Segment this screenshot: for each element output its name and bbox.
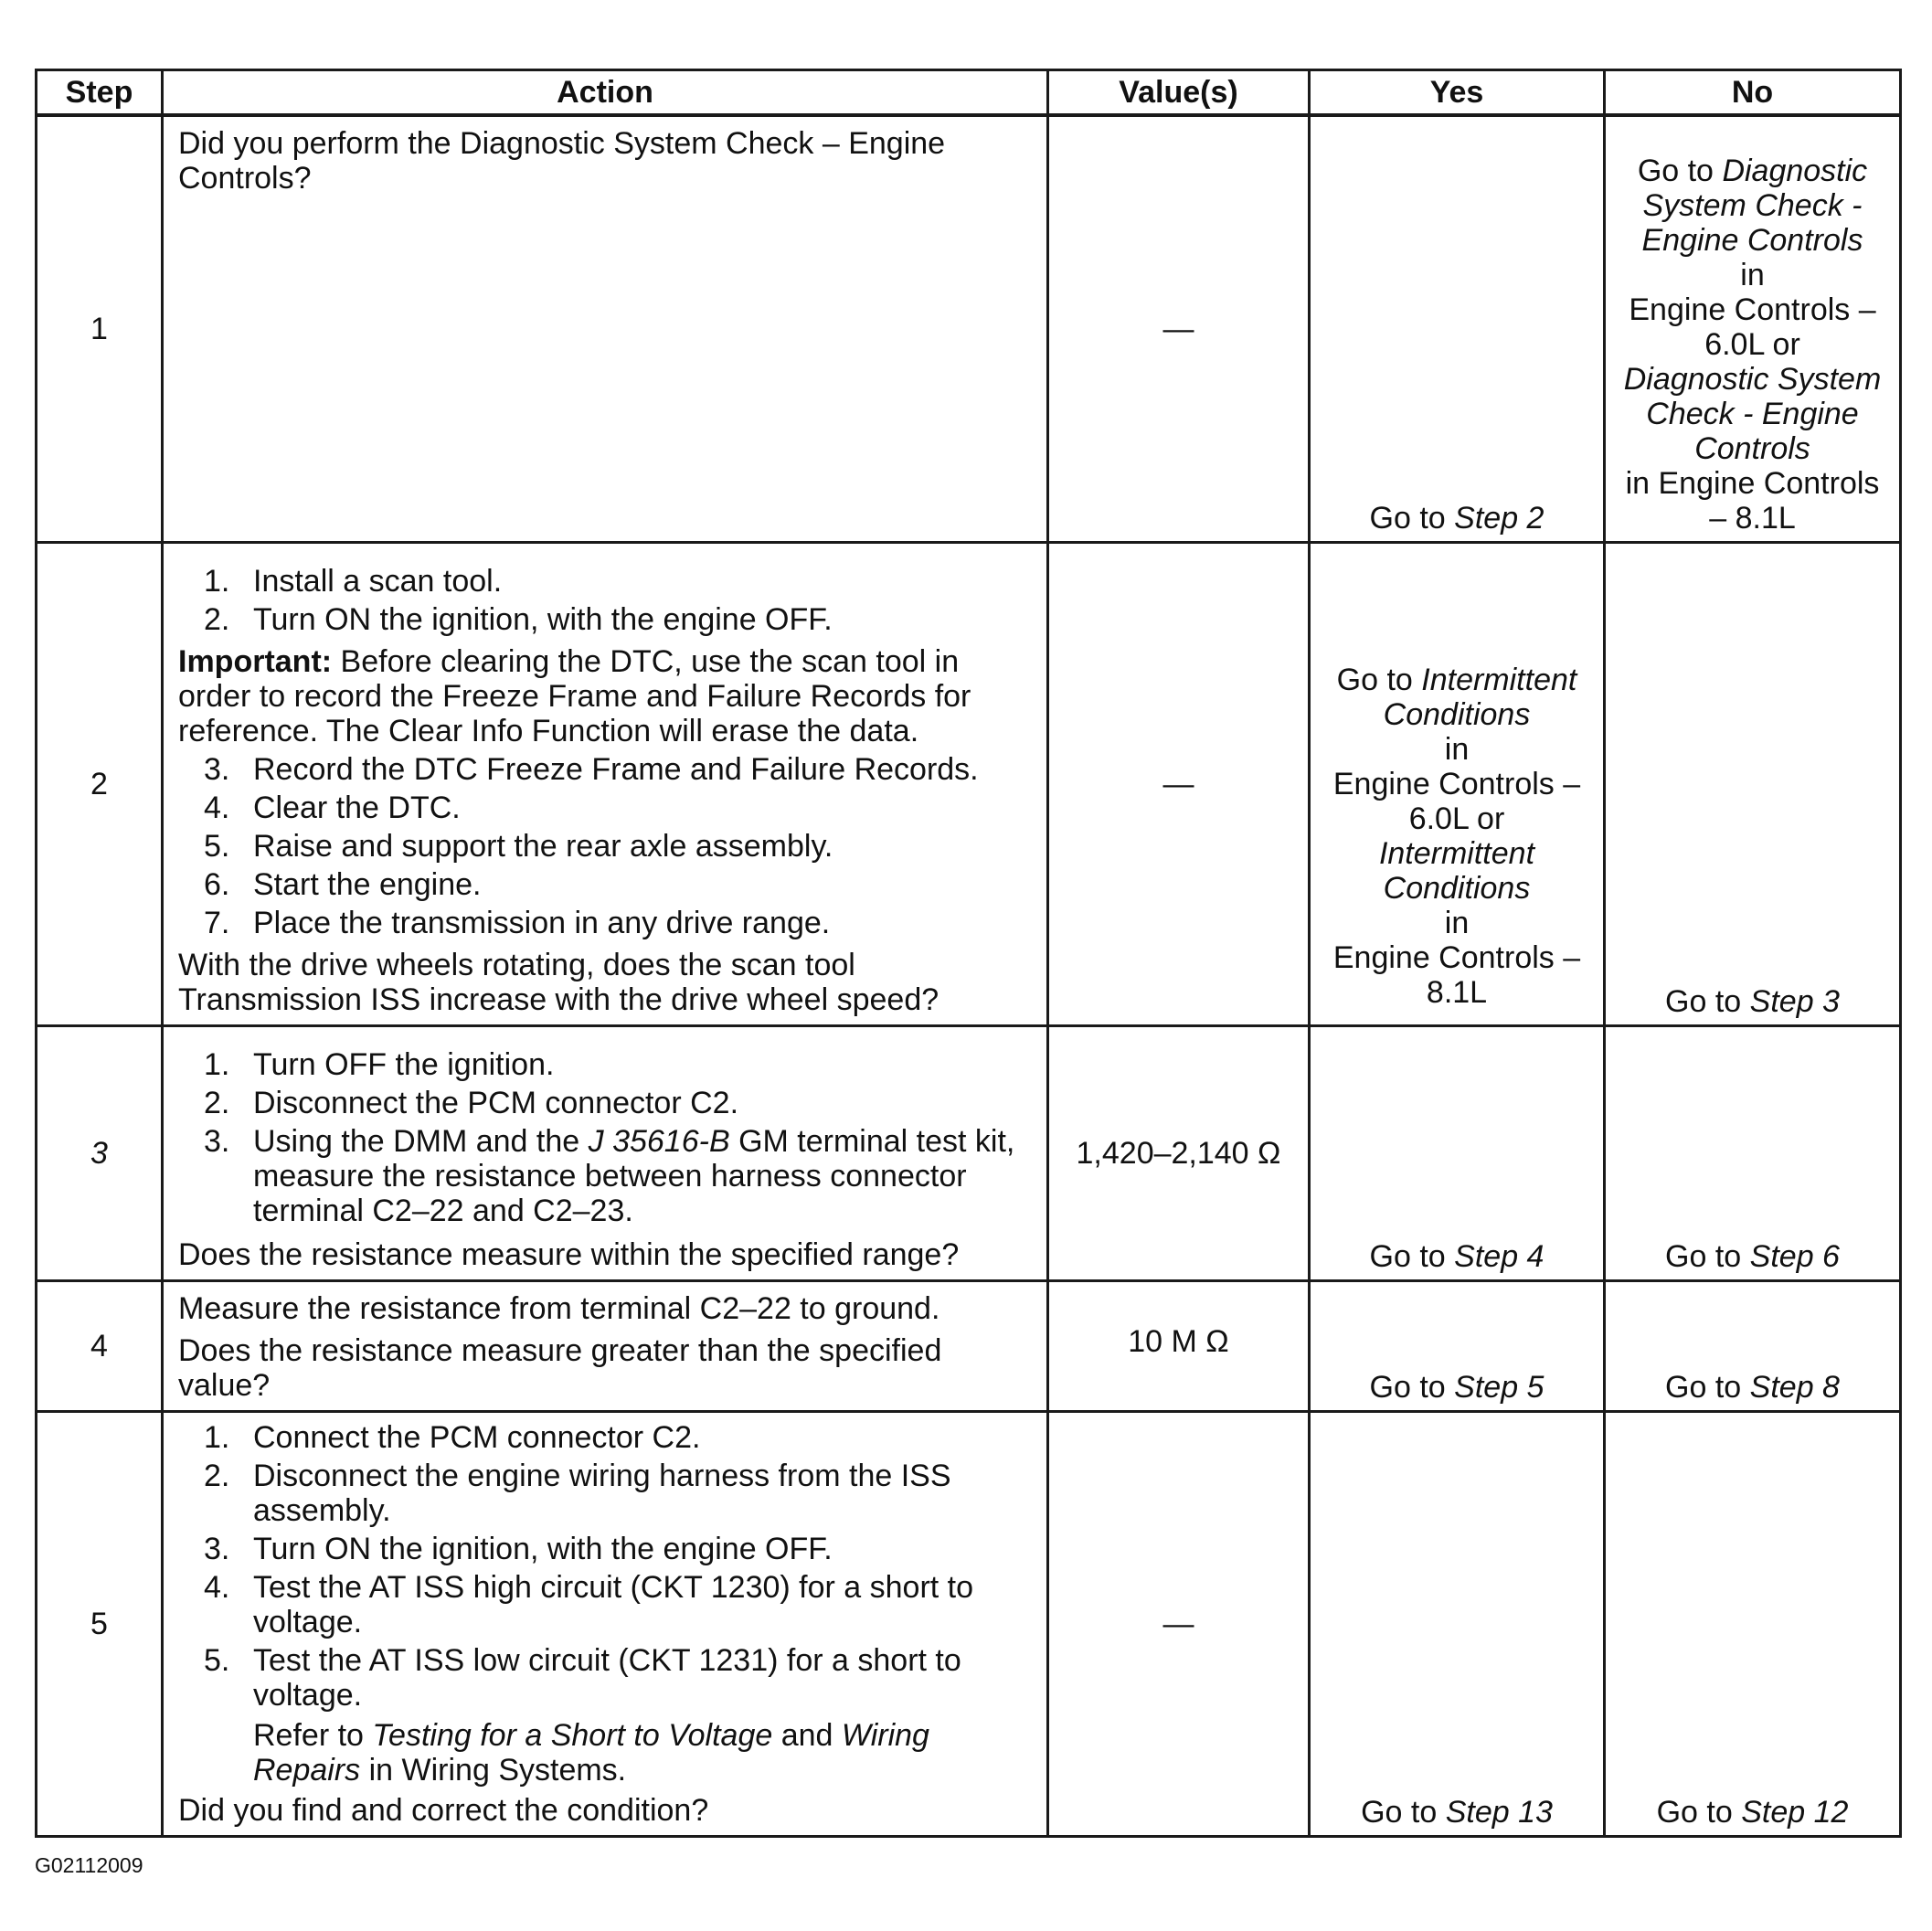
table-row bbox=[37, 1412, 1901, 1837]
list-item: 1. Connect the PCM connector C2. bbox=[204, 1420, 701, 1455]
yes-cell bbox=[1310, 1026, 1605, 1281]
important-label: Important: bbox=[178, 644, 333, 679]
value-cell bbox=[1048, 1281, 1310, 1412]
step-number: 1 bbox=[37, 115, 163, 543]
table-row bbox=[37, 543, 1901, 1026]
list-item: 1. Turn OFF the ignition. bbox=[204, 1047, 555, 1082]
goto-prefix: Go to bbox=[1361, 1795, 1438, 1830]
header-row bbox=[37, 70, 1901, 116]
header-action: Action bbox=[163, 70, 1048, 116]
goto-prefix: Go to bbox=[1369, 1239, 1446, 1274]
goto-link[interactable]: Diagnostic System Check - Engine Controls bbox=[1623, 362, 1882, 466]
action-question: Does the resistance measure greater than the specified value? bbox=[178, 1333, 942, 1403]
figure-id: G02112009 bbox=[35, 1853, 143, 1877]
list-item: 5. Raise and support the rear axle assembly. bbox=[204, 829, 833, 864]
action-cell bbox=[163, 115, 1048, 543]
yes-cell bbox=[1310, 115, 1605, 543]
goto-link[interactable]: Step 13 bbox=[1445, 1795, 1553, 1830]
action-cell bbox=[163, 1412, 1048, 1837]
goto-link[interactable]: Step 4 bbox=[1454, 1239, 1545, 1274]
value-cell bbox=[1048, 115, 1310, 543]
goto-in: in bbox=[1444, 906, 1470, 940]
step-number: 3 bbox=[37, 1026, 163, 1281]
list-item: 4. Test the AT ISS high circuit (CKT 1230) for a short to voltage. bbox=[204, 1570, 974, 1639]
list-item: 3. Record the DTC Freeze Frame and Failure Records. bbox=[204, 752, 979, 787]
reference-link[interactable]: Testing for a Short to Voltage bbox=[372, 1718, 773, 1753]
value-text: 1,420–2,140 Ω bbox=[1076, 1136, 1281, 1171]
list-item: 7. Place the transmission in any drive range. bbox=[204, 906, 831, 940]
table-row bbox=[37, 1281, 1901, 1412]
table-row bbox=[37, 1026, 1901, 1281]
goto-prefix: Go to bbox=[1369, 501, 1446, 536]
goto-link[interactable]: Step 5 bbox=[1454, 1370, 1545, 1405]
refer-note: Refer to Testing for a Short to Voltage and Wiring Repairs in Wiring Systems. bbox=[253, 1718, 929, 1788]
action-instruction: Measure the resistance from terminal C2–22 to ground. bbox=[178, 1291, 940, 1326]
tool-reference: J 35616-B bbox=[588, 1124, 730, 1159]
goto-link[interactable]: Step 3 bbox=[1749, 984, 1840, 1019]
important-text: Before clearing the DTC, use the scan tool in order to record the Freeze Frame and Failure Records for reference. The Clear Info Function will erase the data. bbox=[178, 644, 971, 748]
header-step: Step bbox=[37, 70, 163, 116]
list-item: 4. Clear the DTC. bbox=[204, 790, 461, 825]
goto-prefix: Go to bbox=[1656, 1795, 1733, 1830]
value-cell bbox=[1048, 1026, 1310, 1281]
no-cell bbox=[1605, 115, 1901, 543]
action-question: With the drive wheels rotating, does the scan tool Transmission ISS increase with the drive wheel speed? bbox=[178, 948, 939, 1017]
action-question: Did you find and correct the condition? bbox=[178, 1793, 709, 1828]
goto-in: in bbox=[1740, 258, 1765, 292]
goto-link[interactable]: Step 8 bbox=[1749, 1370, 1840, 1405]
list-item: 2. Disconnect the PCM connector C2. bbox=[204, 1086, 739, 1120]
goto-link[interactable]: Intermittent Conditions bbox=[1378, 836, 1535, 906]
action-question: Does the resistance measure within the specified range? bbox=[178, 1237, 960, 1272]
goto-in: in bbox=[1444, 732, 1470, 767]
list-item: 3. Turn ON the ignition, with the engine OFF. bbox=[204, 1532, 833, 1566]
important-note bbox=[178, 644, 1034, 748]
goto-prefix: Go to bbox=[1336, 663, 1413, 697]
reference-link[interactable]: Wiring Repairs bbox=[253, 1718, 929, 1788]
goto-section: Engine Controls – 6.0L or bbox=[1629, 292, 1876, 362]
step-number: 4 bbox=[37, 1281, 163, 1412]
no-cell bbox=[1605, 1026, 1901, 1281]
value-text: — bbox=[1162, 767, 1194, 801]
action-cell bbox=[163, 1026, 1048, 1281]
value-text: — bbox=[1162, 1607, 1194, 1641]
goto-prefix: Go to bbox=[1665, 1370, 1742, 1405]
value-cell bbox=[1048, 543, 1310, 1026]
goto-section: Engine Controls – 8.1L bbox=[1332, 940, 1581, 1010]
goto-link[interactable]: Step 6 bbox=[1749, 1239, 1840, 1274]
list-item: 1. Install a scan tool. bbox=[204, 564, 503, 599]
yes-cell bbox=[1310, 543, 1605, 1026]
action-question: Did you perform the Diagnostic System Check – Engine Controls? bbox=[178, 126, 946, 196]
goto-link[interactable]: Step 12 bbox=[1741, 1795, 1849, 1830]
header-values: Value(s) bbox=[1048, 70, 1310, 116]
goto-section: Engine Controls – 6.0L or bbox=[1332, 767, 1581, 836]
action-steps bbox=[178, 1420, 1034, 1713]
list-item: 6. Start the engine. bbox=[204, 867, 482, 902]
yes-cell bbox=[1310, 1412, 1605, 1837]
list-item: 5. Test the AT ISS low circuit (CKT 1231) for a short to voltage. bbox=[204, 1643, 961, 1713]
table-row bbox=[37, 115, 1901, 543]
action-cell bbox=[163, 1281, 1048, 1412]
goto-link[interactable]: Intermittent Conditions bbox=[1383, 663, 1577, 732]
goto-prefix: Go to bbox=[1665, 984, 1742, 1019]
diagnostic-table bbox=[35, 69, 1902, 1838]
action-cell bbox=[163, 543, 1048, 1026]
no-cell bbox=[1605, 1281, 1901, 1412]
action-steps bbox=[178, 752, 1034, 940]
no-cell bbox=[1605, 543, 1901, 1026]
value-text: 10 M Ω bbox=[1128, 1324, 1229, 1359]
goto-prefix: Go to bbox=[1369, 1370, 1446, 1405]
goto-link[interactable]: Diagnostic System Check - Engine Controls bbox=[1641, 154, 1868, 258]
value-cell bbox=[1048, 1412, 1310, 1837]
step-number: 5 bbox=[37, 1412, 163, 1837]
step-number: 2 bbox=[37, 543, 163, 1026]
no-cell bbox=[1605, 1412, 1901, 1837]
list-item: 2. Turn ON the ignition, with the engine OFF. bbox=[204, 602, 833, 637]
list-item: 3. Using the DMM and the J 35616-B GM terminal test kit, measure the resistance between harness connector terminal C2–22 and C2–23. bbox=[204, 1124, 1015, 1228]
goto-prefix: Go to bbox=[1665, 1239, 1742, 1274]
goto-section: in Engine Controls – 8.1L bbox=[1625, 466, 1880, 536]
goto-prefix: Go to bbox=[1637, 154, 1714, 188]
header-no: No bbox=[1605, 70, 1901, 116]
value-text: — bbox=[1162, 312, 1194, 346]
header-yes: Yes bbox=[1310, 70, 1605, 116]
goto-link[interactable]: Step 2 bbox=[1454, 501, 1545, 536]
list-item: 2. Disconnect the engine wiring harness from the ISS assembly. bbox=[204, 1459, 951, 1528]
yes-cell bbox=[1310, 1281, 1605, 1412]
action-steps bbox=[178, 564, 1034, 637]
action-steps bbox=[178, 1047, 1034, 1228]
